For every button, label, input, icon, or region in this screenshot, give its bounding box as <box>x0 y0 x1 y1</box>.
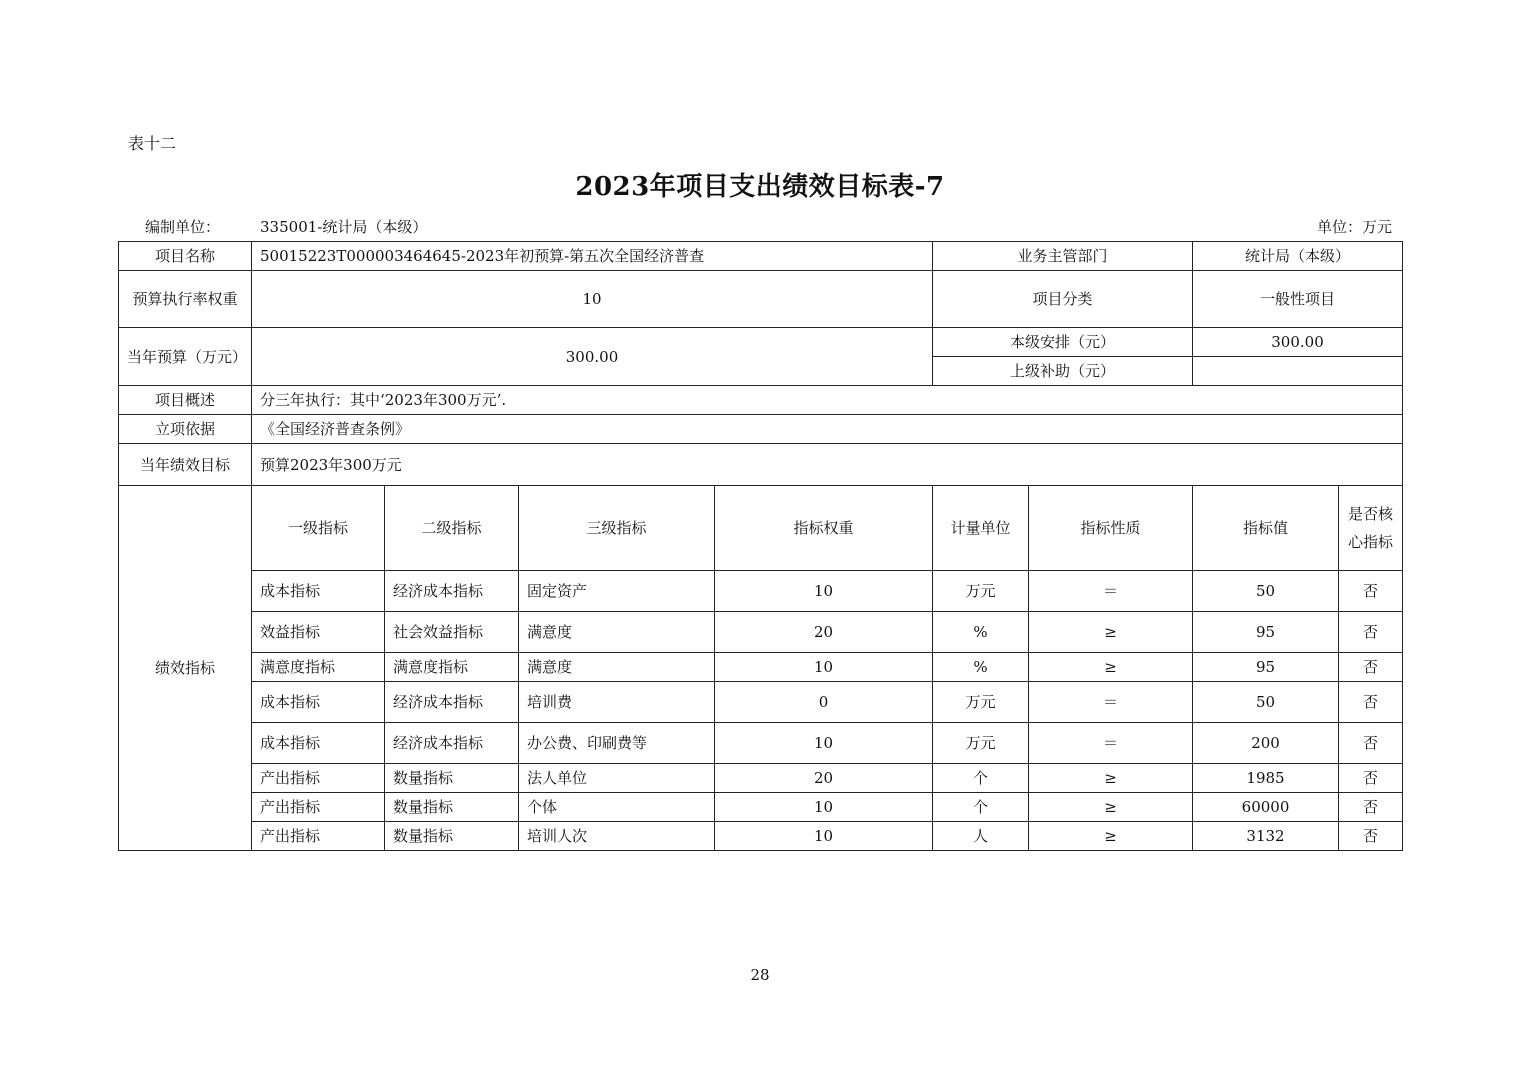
nature-cell: ≥ <box>1029 653 1193 682</box>
value-cell: 3132 <box>1193 822 1339 851</box>
currency-unit: 单位：万元 <box>1316 218 1392 236</box>
row-budget-local <box>119 328 1403 357</box>
exec-weight-label: 预算执行率权重 <box>119 271 252 328</box>
level2-cell: 社会效益指标 <box>385 612 519 653</box>
unit-cell: 个 <box>933 764 1029 793</box>
level1-cell: 成本指标 <box>252 723 385 764</box>
table-row <box>119 571 1403 612</box>
dept-label: 业务主管部门 <box>933 242 1193 271</box>
unit-cell: 万元 <box>933 723 1029 764</box>
nature-cell: ＝ <box>1029 571 1193 612</box>
value-cell: 1985 <box>1193 764 1339 793</box>
level1-cell: 满意度指标 <box>252 653 385 682</box>
overview-label: 项目概述 <box>119 386 252 415</box>
weight-cell: 10 <box>715 793 933 822</box>
value-cell: 95 <box>1193 653 1339 682</box>
level2-cell: 满意度指标 <box>385 653 519 682</box>
table-row <box>119 723 1403 764</box>
performance-target-table <box>118 241 1403 851</box>
weight-cell: 20 <box>715 764 933 793</box>
table-number: 表十二 <box>128 134 177 153</box>
core-cell: 否 <box>1339 723 1403 764</box>
header-cell: 计量单位 <box>933 486 1029 571</box>
page-number: 28 <box>750 966 770 984</box>
header-cell: 指标权重 <box>715 486 933 571</box>
header-cell: 二级指标 <box>385 486 519 571</box>
row-project-name <box>119 242 1403 271</box>
core-cell: 否 <box>1339 612 1403 653</box>
nature-cell: ＝ <box>1029 723 1193 764</box>
goal-label: 当年绩效目标 <box>119 444 252 486</box>
compiling-unit-label: 编制单位： <box>145 218 221 236</box>
dept-value: 统计局（本级） <box>1193 242 1403 271</box>
row-overview <box>119 386 1403 415</box>
weight-cell: 10 <box>715 822 933 851</box>
nature-cell: ≥ <box>1029 612 1193 653</box>
weight-cell: 10 <box>715 571 933 612</box>
upper-value <box>1193 357 1403 386</box>
row-goal <box>119 444 1403 486</box>
header-cell: 一级指标 <box>252 486 385 571</box>
core-cell: 否 <box>1339 764 1403 793</box>
value-cell: 95 <box>1193 612 1339 653</box>
local-value: 300.00 <box>1193 328 1403 357</box>
basis-value: 《全国经济普查条例》 <box>252 415 1403 444</box>
level3-cell: 培训人次 <box>519 822 715 851</box>
table-row <box>119 653 1403 682</box>
basis-label: 立项依据 <box>119 415 252 444</box>
weight-cell: 10 <box>715 653 933 682</box>
value-cell: 50 <box>1193 682 1339 723</box>
unit-cell: 万元 <box>933 682 1029 723</box>
table-row <box>119 793 1403 822</box>
exec-weight-value: 10 <box>252 271 933 328</box>
budget-label: 当年预算（万元） <box>119 328 252 386</box>
level2-cell: 数量指标 <box>385 822 519 851</box>
indicator-header-row <box>119 486 1403 571</box>
level1-cell: 成本指标 <box>252 571 385 612</box>
value-cell: 200 <box>1193 723 1339 764</box>
level2-cell: 经济成本指标 <box>385 723 519 764</box>
project-name-value: 50015223T000003464645-2023年初预算-第五次全国经济普查 <box>252 242 933 271</box>
unit-cell: % <box>933 612 1029 653</box>
level1-cell: 产出指标 <box>252 822 385 851</box>
project-name-label: 项目名称 <box>119 242 252 271</box>
core-cell: 否 <box>1339 571 1403 612</box>
table-row <box>119 822 1403 851</box>
level3-cell: 满意度 <box>519 612 715 653</box>
unit-cell: 人 <box>933 822 1029 851</box>
budget-value: 300.00 <box>252 328 933 386</box>
nature-cell: ≥ <box>1029 822 1193 851</box>
level3-cell: 培训费 <box>519 682 715 723</box>
core-cell: 否 <box>1339 682 1403 723</box>
table-row <box>119 682 1403 723</box>
unit-cell: % <box>933 653 1029 682</box>
nature-cell: ≥ <box>1029 793 1193 822</box>
level1-cell: 成本指标 <box>252 682 385 723</box>
header-cell: 指标值 <box>1193 486 1339 571</box>
level3-cell: 办公费、印刷费等 <box>519 723 715 764</box>
weight-cell: 10 <box>715 723 933 764</box>
core-cell: 否 <box>1339 822 1403 851</box>
overview-value: 分三年执行：其中‘2023年300万元’. <box>252 386 1403 415</box>
header-cell: 是否核心指标 <box>1339 486 1403 571</box>
header-cell: 三级指标 <box>519 486 715 571</box>
goal-value: 预算2023年300万元 <box>252 444 1403 486</box>
table-row <box>119 612 1403 653</box>
level3-cell: 满意度 <box>519 653 715 682</box>
level2-cell: 经济成本指标 <box>385 682 519 723</box>
nature-cell: ＝ <box>1029 682 1193 723</box>
core-cell: 否 <box>1339 793 1403 822</box>
level3-cell: 个体 <box>519 793 715 822</box>
weight-cell: 20 <box>715 612 933 653</box>
indicators-section-label: 绩效指标 <box>119 486 252 851</box>
level1-cell: 效益指标 <box>252 612 385 653</box>
level2-cell: 数量指标 <box>385 764 519 793</box>
level1-cell: 产出指标 <box>252 764 385 793</box>
compiling-unit <box>145 216 427 237</box>
level3-cell: 固定资产 <box>519 571 715 612</box>
value-cell: 50 <box>1193 571 1339 612</box>
header-cell: 指标性质 <box>1029 486 1193 571</box>
level2-cell: 数量指标 <box>385 793 519 822</box>
value-cell: 60000 <box>1193 793 1339 822</box>
level3-cell: 法人单位 <box>519 764 715 793</box>
row-exec-weight <box>119 271 1403 328</box>
category-label: 项目分类 <box>933 271 1193 328</box>
page-title: 2023年项目支出绩效目标表-7 <box>575 172 945 202</box>
weight-cell: 0 <box>715 682 933 723</box>
unit-cell: 万元 <box>933 571 1029 612</box>
upper-label: 上级补助（元） <box>933 357 1193 386</box>
row-basis <box>119 415 1403 444</box>
nature-cell: ≥ <box>1029 764 1193 793</box>
compiling-unit-value: 335001-统计局（本级） <box>260 218 428 236</box>
level1-cell: 产出指标 <box>252 793 385 822</box>
core-cell: 否 <box>1339 653 1403 682</box>
unit-cell: 个 <box>933 793 1029 822</box>
table-row <box>119 764 1403 793</box>
local-label: 本级安排（元） <box>933 328 1193 357</box>
category-value: 一般性项目 <box>1193 271 1403 328</box>
level2-cell: 经济成本指标 <box>385 571 519 612</box>
